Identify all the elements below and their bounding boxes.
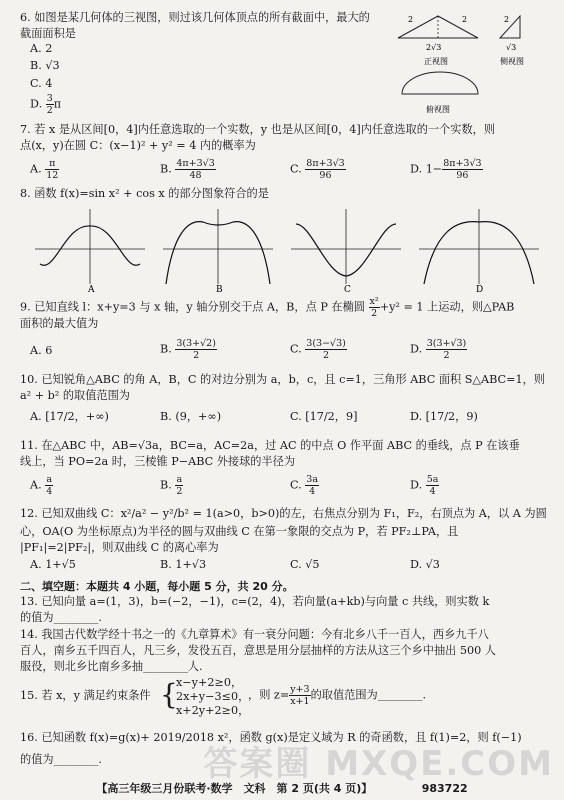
q9-option-d: D. $\frac{3(3+√3)}{2}$: [410, 338, 467, 361]
q6-option-c: C. 4: [30, 77, 53, 90]
q14-line1: 14. 我国古代数学经十书之一的《九章算术》有一衰分问题：今有北乡八千一百人，西乡九千八: [20, 628, 489, 641]
q6-option-b: B. √3: [30, 59, 60, 72]
q15-pre: 15. 若 x，y 满足约束条件: [20, 689, 151, 702]
front-edge-left: 2: [408, 15, 414, 24]
q15-objective: ，则 z= $\frac{y+3}{x+1}$ 的取值范围为________.: [248, 684, 427, 707]
graph-d-label: D: [476, 285, 484, 294]
q8-line1: 8. 函数 f(x)=sin x² + cos x 的部分图象符合的是: [20, 187, 269, 200]
q12-option-a: A. 1+√5: [30, 558, 76, 571]
side-view-shape: [500, 16, 520, 38]
q13-line2: 的值为________.: [20, 611, 102, 624]
graph-a-label: A: [88, 285, 95, 294]
q7-line2: 点(x，y)在圆 C：(x−1)² + y² = 4 内的概率为: [20, 139, 256, 152]
top-view-shape: [402, 72, 478, 94]
q6-option-d: D. $\frac{3}{2}$ π: [30, 93, 62, 116]
front-base-label: 2√3: [426, 43, 442, 52]
q12-line1: 12. 已知双曲线 C：x²/a² − y²/b² = 1(a>0，b>0)的左，右焦点分别为 F₁，F₂，右顶点为 A，以 A 为圆: [20, 507, 547, 520]
q14-line3: 服役，则北乡比南乡多抽________人.: [20, 660, 203, 673]
q7-option-b: B. $\frac{4\pi+3√3}{48}$: [160, 158, 215, 181]
q11-option-d: D. $\frac{5a}{4}$: [410, 474, 439, 497]
side-view-label: 侧视图: [500, 57, 524, 66]
side-base-label: √3: [506, 43, 517, 52]
section-2-heading: 二、填空题：本题共 4 小题，每小题 5 分，共 20 分。: [20, 580, 294, 593]
q16-line2: 的值为________.: [20, 753, 102, 766]
q10-line1: 10. 已知锐角△ABC 的角 A，B，C 的对边分别为 a，b，c，且 c=1，三角形 ABC 面积 S△ABC=1，则: [20, 373, 545, 386]
q7-option-d: D. 1− $\frac{8\pi+3√3}{96}$: [410, 158, 482, 181]
q12-line3: |PF₁|=2|PF₂|，则双曲线 C 的离心率为: [20, 541, 219, 554]
q15-constraint-1: x−y+2≥0，: [176, 676, 243, 689]
graph-b-label: B: [216, 285, 223, 294]
q9-option-b: B. $\frac{3(3+√2)}{2}$: [160, 338, 216, 361]
q15-constraint-2: 2x+y−3≤0，: [176, 690, 250, 703]
graph-d: [419, 209, 539, 294]
q7-option-c: C. $\frac{8\pi+3√3}{96}$: [290, 158, 345, 181]
watermark: 答案圈 MXQE.COM: [203, 744, 554, 784]
q9-line1: 9. 已知直线 l：x+y=3 与 x 轴，y 轴分别交于点 A，B，点 P 在椭圆 $\frac{\text{x²}}{2}$ +y² = 1 上运动，则△PAB: [20, 296, 515, 319]
three-view-figure: [380, 8, 560, 120]
q10-option-c: C. [17/2，9]: [290, 410, 358, 423]
page-footer: 【高三年级三月份联考·数学 文科 第 2 页(共 4 页)】 983722: [96, 782, 468, 795]
q12-option-d: D. √3: [410, 558, 440, 571]
graph-c: [291, 209, 401, 294]
q12-option-b: B. 1+√3: [160, 558, 207, 571]
q15-constraint-3: x+2y+2≥0，: [176, 704, 250, 717]
graph-a: [35, 209, 145, 294]
side-edge-label: 2: [504, 15, 510, 24]
q6-line2: 截面面积是: [20, 27, 76, 40]
front-edge-right: 2: [462, 15, 468, 24]
q10-option-b: B. (9，+∞): [160, 410, 222, 423]
q11-option-a: A. $\frac{a}{4}$: [30, 474, 53, 497]
q6-option-a: A. 2: [30, 42, 53, 55]
q13-line1: 13. 已知向量 a=(1，3)，b=(−2，−1)，c=(2，4)，若向量(a+kb)与向量 c 共线，则实数 k: [20, 595, 490, 608]
q9-option-c: C. $\frac{3(3-√3)}{2}$: [290, 338, 346, 361]
q10-option-d: D. [17/2，9): [410, 410, 478, 423]
q10-option-a: A. [17/2，+∞): [30, 410, 109, 423]
graph-b: [163, 209, 273, 294]
q11-line1: 11. 在△ABC 中，AB=√3a，BC=a，AC=2a，过 AC 的中点 O 作平面 ABC 的垂线，点 P 在该垂: [20, 439, 520, 452]
q9-line2: 面积的最大值为: [20, 317, 99, 330]
q7-option-a: A. $\frac{\pi}{12}$: [30, 158, 59, 181]
q9-option-a: A. 6: [30, 344, 53, 357]
front-view-label: 正视图: [424, 57, 448, 66]
q11-line2: 线上，当 PO=2a 时，三棱锥 P−ABC 外接球的半径为: [20, 455, 296, 468]
q12-option-c: C. √5: [290, 558, 320, 571]
q15-brace: {: [160, 678, 178, 711]
q10-line2: a² + b² 的取值范围为: [20, 389, 130, 402]
top-view-label: 俯视图: [426, 105, 450, 114]
q7-line1: 7. 若 x 是从区间[0，4]内任意选取的一个实数，y 也是从区间[0，4]内任意选取的一个实数，则: [20, 123, 496, 136]
q11-option-c: C. $\frac{3a}{4}$: [290, 474, 318, 497]
q14-line2: 百人，南乡五千四百人，凡三乡，发役五百，意思是用分层抽样的方法从这三个乡中抽出 500 人: [20, 644, 496, 657]
q12-line2: 心，OA(O 为坐标原点)为半径的圆与双曲线 C 在第一象限的交点为 P，若 PF₂⊥PA，且: [20, 525, 459, 538]
q6-line1: 6. 如图是某几何体的三视图，则过该几何体顶点的所有截面中，最大的: [20, 11, 370, 24]
q8-graphs: [30, 204, 550, 294]
q11-option-b: B. $\frac{a}{2}$: [160, 474, 183, 497]
q16-line1: 16. 已知函数 f(x)=g(x)+ 2019/2018 x²，函数 g(x)是定义域为 R 的奇函数，且 f(1)=2，则 f(−1): [20, 731, 522, 744]
graph-c-label: C: [344, 285, 351, 294]
